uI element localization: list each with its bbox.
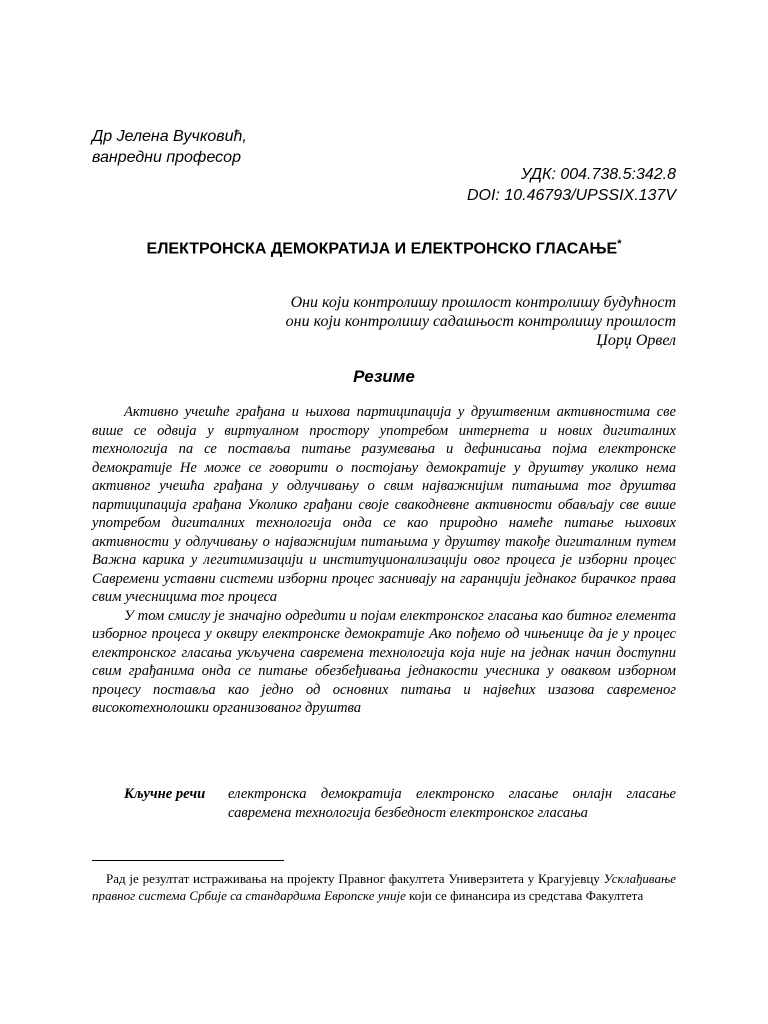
footnote-divider bbox=[92, 860, 284, 861]
udk-code: УДК: 004.738.5:342.8 bbox=[521, 166, 676, 183]
paper-title bbox=[92, 233, 676, 260]
title-footnote-mark: * bbox=[617, 238, 622, 250]
epigraph bbox=[286, 293, 676, 350]
abstract bbox=[92, 403, 676, 718]
paper-title-text: ЕЛЕКТРОНСКА ДЕМОКРАТИЈА И ЕЛЕКТРОНСКО ГЛАСАЊЕ bbox=[146, 240, 618, 258]
resume-heading: Резиме bbox=[353, 367, 415, 386]
doi-code: DOI: 10.46793/UPSSIX.137V bbox=[466, 187, 676, 204]
reference-codes bbox=[467, 164, 676, 206]
epigraph-line-2: они који контролишу садашњост контролишу прошлост bbox=[285, 313, 676, 330]
footnote-text-3: који се финансира из средстава Факултета bbox=[405, 888, 644, 903]
abstract-paragraph-1: Активно учешће грађана и њихова партиципација у друштвеним активностима све више се одвија у виртуалном простору употребом интернета и нових дигиталних технологија па се поставља питање разумевања и дефинисања појма електронске демократије Не може се говорити о постојању демократије у друштву уколико нема активног учешћа грађана у одлучивању о свим најважнијим питањима тог друштва партиципација грађана Уколико грађани своје свакодневне активности обављају све више употребом дигиталних технологија онда се као природно намеће питање њихових активности у одлучивању о најважнијим питањима у друштву такође дигиталним путем Важна карика у легитимизацији и институционализацији овог процеса је изборни процес Савремени уставни системи изборни процес заснивају на гаранцији једнаког бирачког права свим учесницима тог процеса bbox=[92, 404, 676, 605]
author-block bbox=[92, 126, 247, 168]
keywords-label: Кључне речи bbox=[124, 786, 206, 802]
keywords-block bbox=[92, 785, 676, 822]
footnote-project-title: Усклађивање правног система Србије са стандардима Европске уније bbox=[92, 871, 676, 903]
epigraph-attribution: Џорџ Орвел bbox=[596, 332, 676, 349]
footnote-text-1: Рад је резултат истраживања на пројекту Правног факултета Универзитета у Крагујевцу bbox=[106, 871, 604, 886]
epigraph-line-1: Они који контролишу прошлост контролишу будућност bbox=[290, 294, 676, 311]
keywords-text: електронска демократија електронско гласање онлајн гласање савремена технологија безбедност електронског гласања bbox=[228, 786, 676, 821]
author-position: ванредни професор bbox=[92, 149, 241, 166]
abstract-paragraph-2: У том смислу је значајно одредити и појам електронског гласања као битног елемента изборног процеса у оквиру електронске демократије Ако пођемо од чињенице да је у процес електронског гласања укључена савремена технологија која није на једнак начин доступни свим грађанима онда се питање обезбеђивања једнакости учесника у оваквом изборном процесу поставља као једно од основних питања и највећих изазова савременог високотехнолошки организованог друштва bbox=[92, 607, 676, 716]
author-name: Др Јелена Вучковић, bbox=[92, 128, 247, 145]
footnote bbox=[92, 870, 676, 904]
